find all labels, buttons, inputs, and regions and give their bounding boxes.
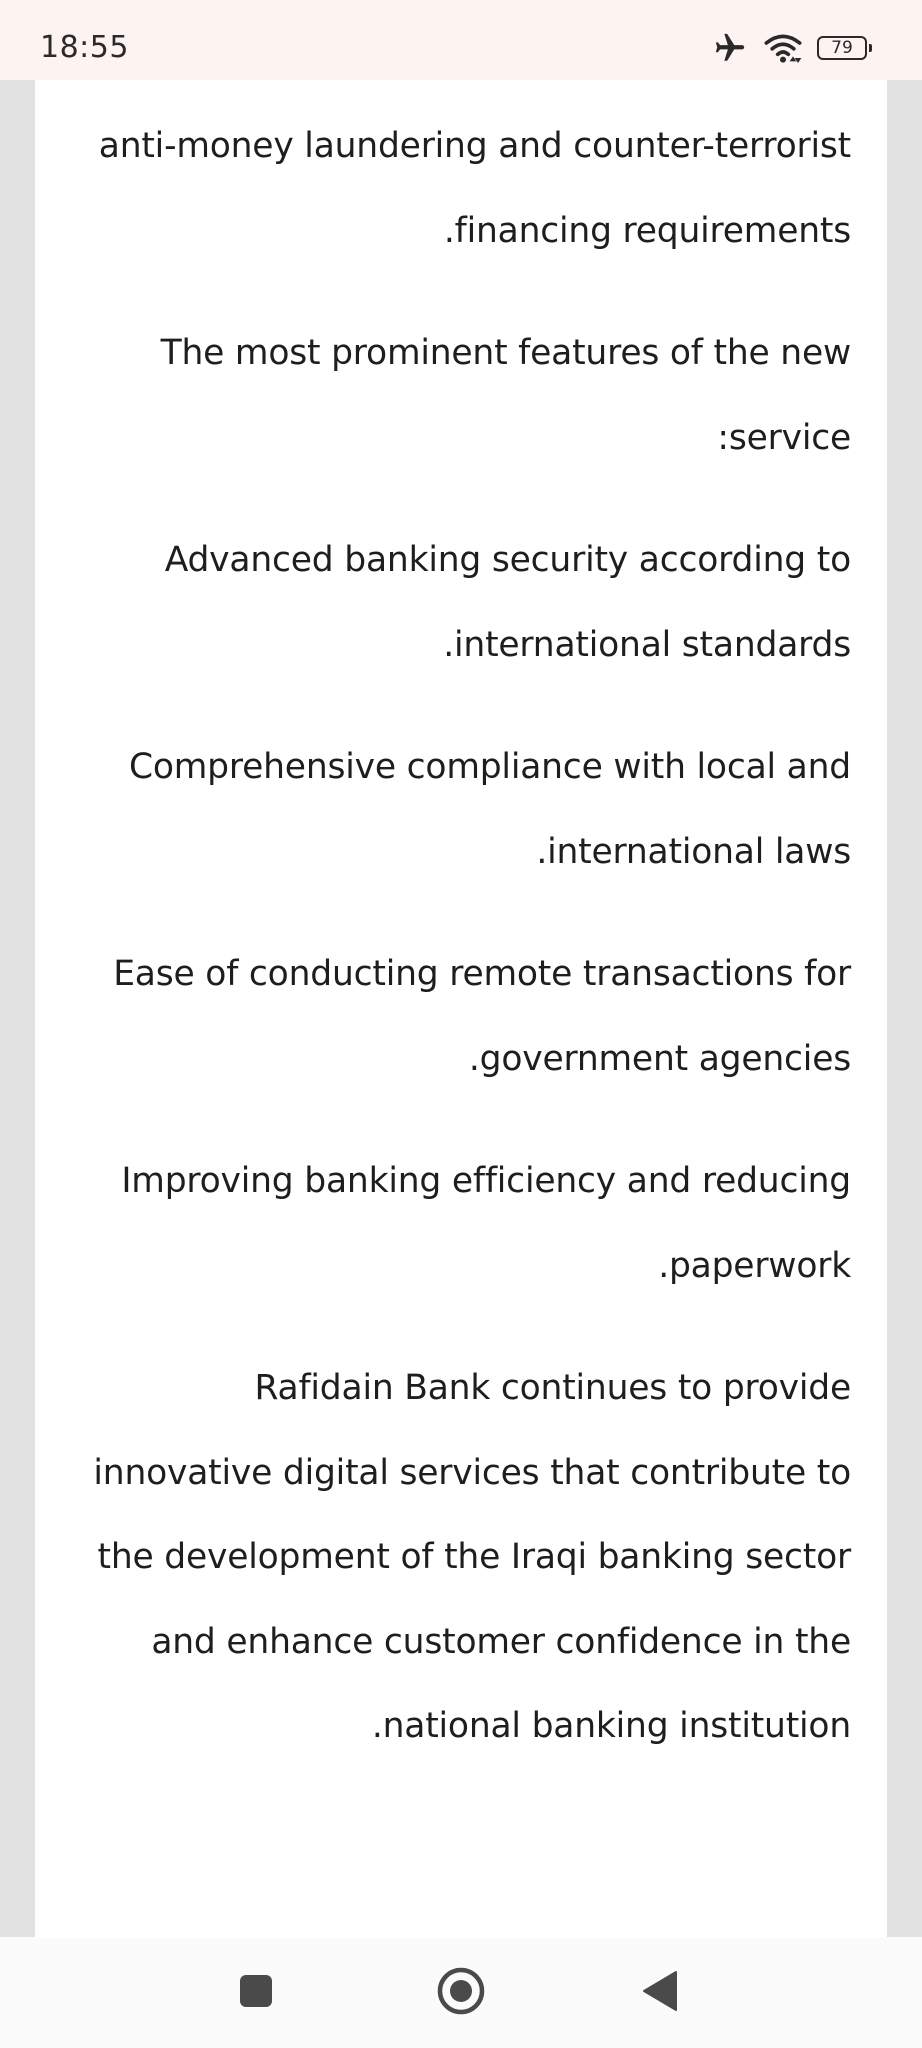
battery-level: 79 bbox=[831, 38, 853, 58]
paragraph-line: .paperwork bbox=[658, 1245, 851, 1286]
paragraph-line: .national banking institution bbox=[371, 1706, 851, 1746]
wifi-icon bbox=[763, 31, 803, 65]
paragraph-line: Ease of conducting remote transactions for bbox=[113, 954, 851, 994]
paragraph-line: The most prominent features of the new bbox=[160, 333, 851, 373]
article-paragraph bbox=[35, 518, 851, 687]
airplane-icon bbox=[711, 31, 749, 65]
paragraph-line: Rafidain Bank continues to provide bbox=[254, 1368, 851, 1408]
status-time: 18:55 bbox=[40, 30, 129, 65]
home-icon bbox=[436, 1966, 486, 2020]
article-paragraph bbox=[35, 932, 851, 1101]
paragraph-line: Improving banking efficiency and reducing bbox=[121, 1161, 851, 1201]
paragraph-line: .international laws bbox=[536, 831, 851, 872]
status-icons bbox=[711, 30, 867, 66]
article-paragraph bbox=[35, 1139, 851, 1308]
battery-icon bbox=[817, 36, 867, 60]
paragraph-line: .international standards bbox=[443, 624, 851, 665]
paragraph-line: and enhance customer confidence in the bbox=[151, 1621, 851, 1662]
paragraph-line: the development of the Iraqi banking sector bbox=[97, 1537, 851, 1577]
navigation-bar bbox=[0, 1937, 922, 2048]
article-paragraph bbox=[35, 1346, 851, 1769]
article-page[interactable] bbox=[35, 0, 887, 1937]
paragraph-line: anti-money laundering and counter-terrorist bbox=[98, 126, 851, 166]
article-paragraph bbox=[35, 311, 851, 480]
article-paragraph bbox=[35, 725, 851, 894]
back-button[interactable] bbox=[630, 1937, 690, 2048]
paragraph-line: Advanced banking security according to bbox=[164, 540, 851, 580]
paragraph-line: .government agencies bbox=[468, 1038, 851, 1079]
paragraph-line: .financing requirements bbox=[443, 210, 851, 251]
recents-button[interactable] bbox=[226, 1937, 286, 2048]
back-icon bbox=[641, 1970, 679, 2016]
status-bar bbox=[0, 0, 922, 80]
home-button[interactable] bbox=[431, 1937, 491, 2048]
paragraph-line: :service bbox=[717, 417, 851, 458]
paragraph-line: innovative digital services that contribute to bbox=[93, 1452, 851, 1493]
paragraph-line: Comprehensive compliance with local and bbox=[128, 747, 851, 787]
article-content bbox=[35, 104, 851, 1807]
recents-icon bbox=[238, 1973, 274, 2013]
article-paragraph bbox=[35, 104, 851, 273]
